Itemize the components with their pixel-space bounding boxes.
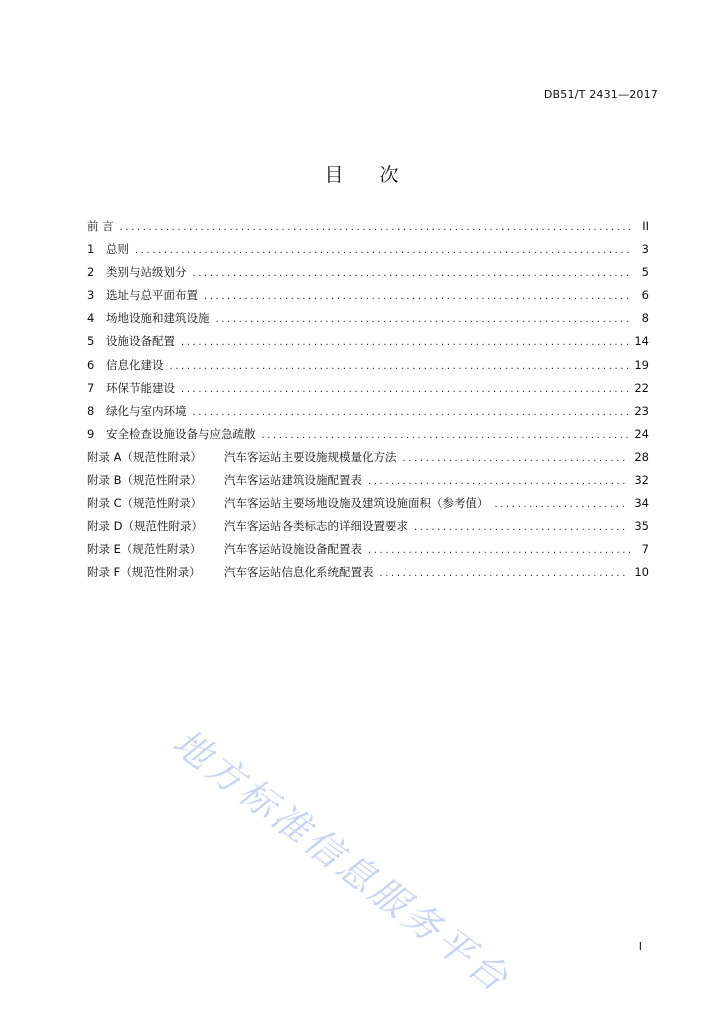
toc-entry-label: 总则 xyxy=(106,242,129,257)
toc-entry-number: 3 xyxy=(87,288,95,303)
toc-entry-page: 8 xyxy=(641,311,649,326)
toc-entry-page: II xyxy=(642,219,649,233)
toc-entry-appendix-prefix: 附录 A（规范性附录） xyxy=(87,449,203,464)
toc-dot-leader xyxy=(170,361,629,372)
toc-dot-leader xyxy=(135,245,631,256)
toc-dot-leader xyxy=(414,522,628,533)
toc-entry-appendix-prefix: 附录 E（规范性附录） xyxy=(87,542,202,557)
toc-dot-leader xyxy=(403,453,629,464)
toc-entry-page: 7 xyxy=(641,542,649,557)
toc-entry[interactable] xyxy=(87,357,649,380)
toc-entry-label: 场地设施和建筑设施 xyxy=(106,311,210,326)
toc-entry-page: 22 xyxy=(634,380,649,395)
toc-entry-page: 5 xyxy=(641,265,649,280)
toc-entry[interactable] xyxy=(87,287,649,310)
toc-entry[interactable] xyxy=(87,472,649,495)
toc-entry-appendix-prefix: 附录 D（规范性附录） xyxy=(87,519,204,534)
toc-entry-page: 34 xyxy=(634,496,649,511)
toc-entry-label: 汽车客运站各类标志的详细设置要求 xyxy=(224,519,408,534)
toc-entry-label: 类别与站级划分 xyxy=(106,265,187,280)
toc-dot-leader xyxy=(262,430,629,441)
toc-entry-page: 3 xyxy=(641,242,649,257)
table-of-contents xyxy=(87,218,649,588)
toc-entry-number: 2 xyxy=(87,265,95,280)
toc-entry-label: 汽车客运站主要设施规模量化方法 xyxy=(224,449,397,464)
toc-dot-leader xyxy=(380,568,629,579)
toc-entry[interactable] xyxy=(87,310,649,333)
page-number: I xyxy=(638,940,642,953)
toc-entry-appendix-prefix: 附录 F（规范性附录） xyxy=(87,565,201,580)
toc-dot-leader xyxy=(193,407,629,418)
toc-entry-label: 选址与总平面布置 xyxy=(106,288,198,303)
toc-entry-number: 1 xyxy=(87,242,95,257)
toc-entry[interactable] xyxy=(87,333,649,356)
toc-dot-leader xyxy=(216,314,632,325)
toc-entry-number: 6 xyxy=(87,357,95,372)
toc-entry-page: 23 xyxy=(634,403,649,418)
toc-entry-page: 35 xyxy=(634,519,649,534)
toc-entry-appendix-prefix: 附录 B（规范性附录） xyxy=(87,473,203,488)
toc-entry[interactable] xyxy=(87,426,649,449)
toc-entry-number: 5 xyxy=(87,334,95,349)
toc-entry-number: 8 xyxy=(87,403,95,418)
toc-entry[interactable] xyxy=(87,564,649,587)
toc-entry-label: 环保节能建设 xyxy=(106,380,175,395)
toc-entry[interactable] xyxy=(87,380,649,403)
toc-dot-leader xyxy=(120,222,631,233)
toc-entry[interactable] xyxy=(87,449,649,472)
toc-entry-page: 6 xyxy=(641,288,649,303)
toc-entry-number: 9 xyxy=(87,426,95,441)
toc-dot-leader xyxy=(193,268,632,279)
toc-dot-leader xyxy=(368,545,631,556)
toc-entry-label: 设施设备配置 xyxy=(106,334,175,349)
watermark: 地方标准信息服务平台 xyxy=(164,720,519,1002)
toc-entry-page: 24 xyxy=(634,426,649,441)
toc-entry[interactable] xyxy=(87,241,649,264)
toc-dot-leader xyxy=(181,337,628,348)
page-title: 目 次 xyxy=(324,164,400,186)
toc-entry[interactable] xyxy=(87,495,649,518)
toc-entry[interactable] xyxy=(87,264,649,287)
toc-entry-page: 10 xyxy=(634,565,649,580)
toc-entry-label: 绿化与室内环境 xyxy=(106,403,187,418)
toc-entry-label: 前 言 xyxy=(87,219,114,233)
toc-dot-leader xyxy=(495,499,629,510)
toc-dot-leader xyxy=(181,384,628,395)
toc-entry-label: 汽车客运站信息化系统配置表 xyxy=(224,565,374,580)
toc-entry[interactable] xyxy=(87,403,649,426)
toc-entry[interactable] xyxy=(87,518,649,541)
toc-entry-page: 32 xyxy=(634,473,649,488)
toc-entry-number: 4 xyxy=(87,311,95,326)
toc-entry-label: 汽车客运站建筑设施配置表 xyxy=(224,473,362,488)
toc-entry-label: 信息化建设 xyxy=(106,357,164,372)
standard-code: DB51/T 2431—2017 xyxy=(543,88,658,101)
toc-entry-appendix-prefix: 附录 C（规范性附录） xyxy=(87,496,203,511)
toc-entry[interactable] xyxy=(87,541,649,564)
toc-entry-page: 14 xyxy=(634,334,649,349)
toc-entry-label: 汽车客运站设施设备配置表 xyxy=(224,542,362,557)
toc-entry-label: 汽车客运站主要场地设施及建筑设施面积（参考值） xyxy=(224,496,489,511)
toc-entry-number: 7 xyxy=(87,380,95,395)
toc-entry[interactable] xyxy=(87,218,649,241)
toc-dot-leader xyxy=(204,291,631,302)
toc-dot-leader xyxy=(368,476,628,487)
toc-entry-label: 安全检查设施设备与应急疏散 xyxy=(106,426,256,441)
toc-entry-page: 28 xyxy=(634,449,649,464)
toc-entry-page: 19 xyxy=(634,357,649,372)
